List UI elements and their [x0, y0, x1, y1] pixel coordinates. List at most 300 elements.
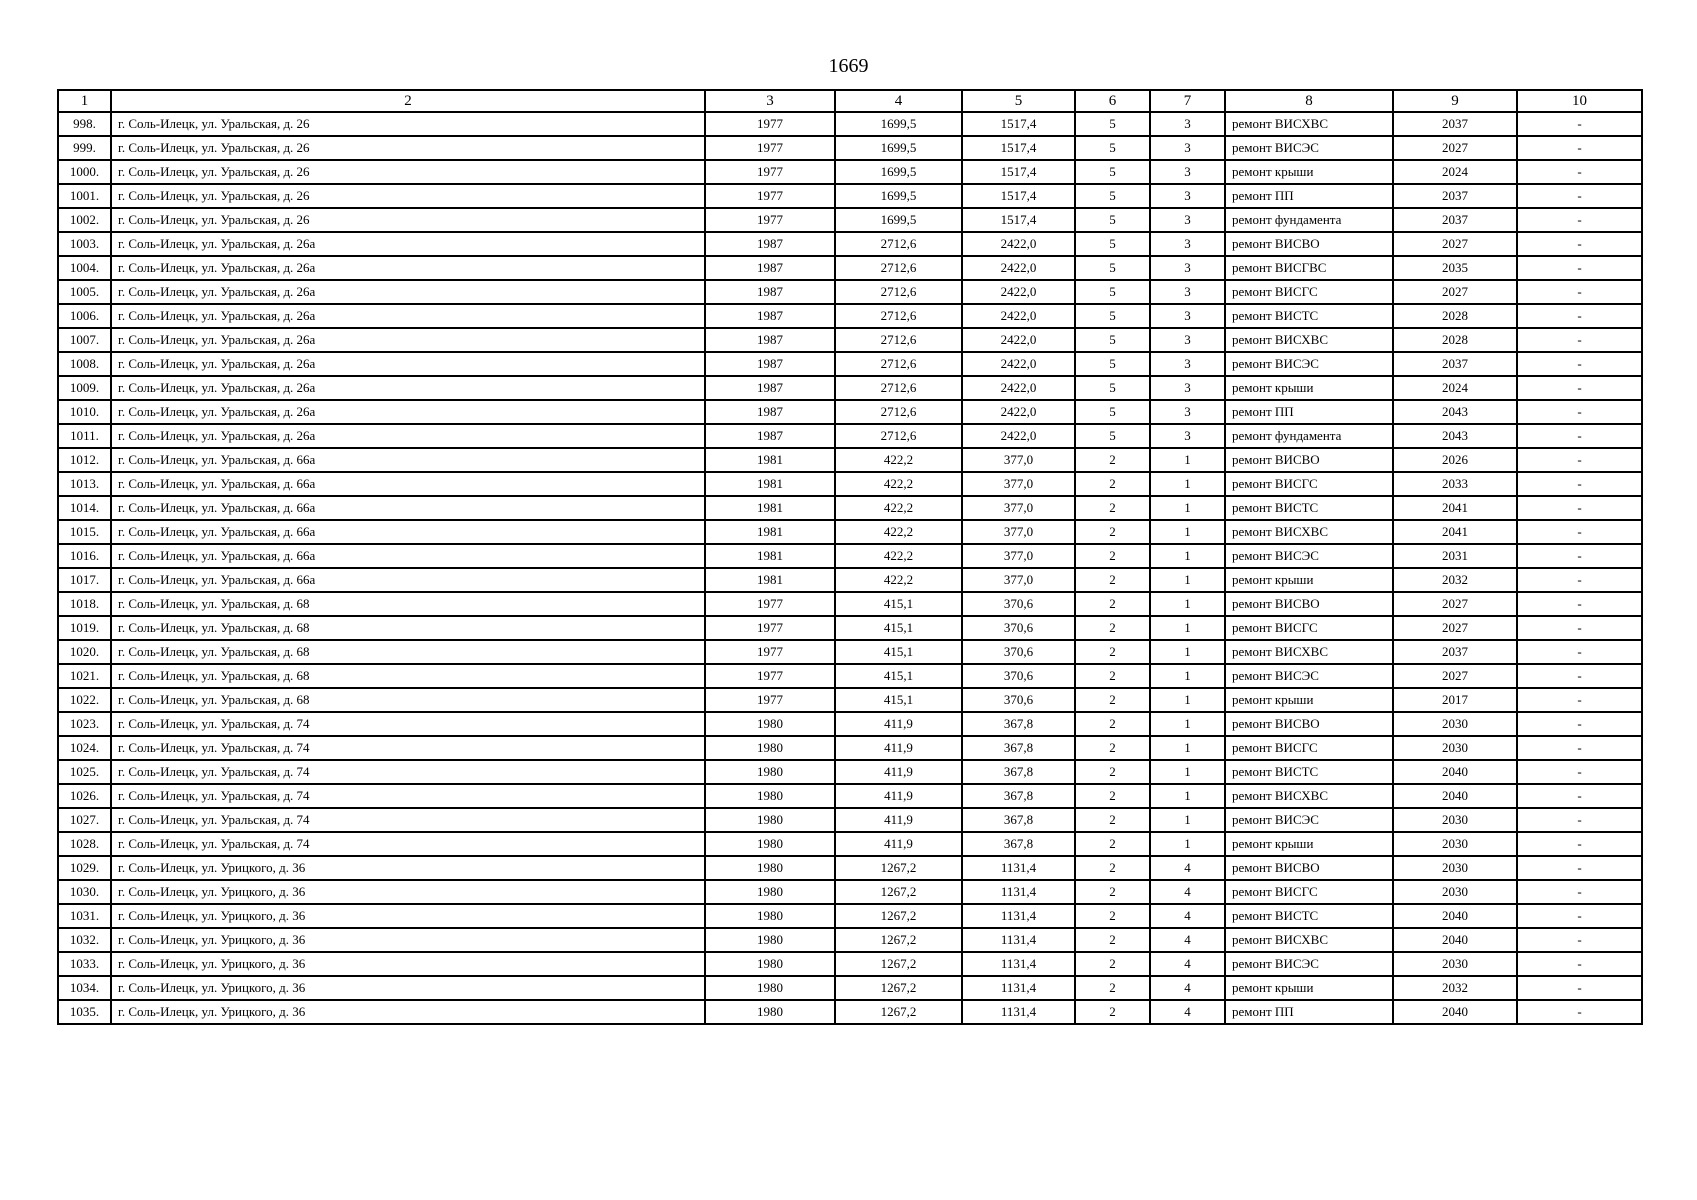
year-built-cell: 1980 [705, 808, 835, 832]
planned-year-cell: 2032 [1393, 976, 1517, 1000]
table-row [58, 136, 1642, 160]
table-row [58, 736, 1642, 760]
living-area-cell: 367,8 [962, 808, 1075, 832]
note-cell: - [1517, 616, 1642, 640]
row-number: 1013. [58, 472, 111, 496]
planned-year-cell: 2027 [1393, 232, 1517, 256]
row-number: 1022. [58, 688, 111, 712]
living-area-cell: 377,0 [962, 520, 1075, 544]
column-header: 4 [835, 90, 962, 112]
note-cell: - [1517, 976, 1642, 1000]
planned-year-cell: 2030 [1393, 808, 1517, 832]
year-built-cell: 1980 [705, 712, 835, 736]
row-number: 1031. [58, 904, 111, 928]
table-body [58, 112, 1642, 1024]
year-built-cell: 1977 [705, 160, 835, 184]
row-number: 1018. [58, 592, 111, 616]
planned-year-cell: 2033 [1393, 472, 1517, 496]
total-area-cell: 2712,6 [835, 328, 962, 352]
planned-year-cell: 2028 [1393, 328, 1517, 352]
table-row [58, 232, 1642, 256]
work-type-cell: ремонт ВИСЭС [1225, 808, 1393, 832]
address-cell: г. Соль-Илецк, ул. Урицкого, д. 36 [111, 1000, 705, 1024]
total-area-cell: 1267,2 [835, 880, 962, 904]
row-number: 1025. [58, 760, 111, 784]
living-area-cell: 1517,4 [962, 208, 1075, 232]
total-area-cell: 411,9 [835, 784, 962, 808]
row-number: 1027. [58, 808, 111, 832]
total-area-cell: 411,9 [835, 832, 962, 856]
work-type-cell: ремонт ВИСХВС [1225, 640, 1393, 664]
work-type-cell: ремонт ВИСХВС [1225, 112, 1393, 136]
work-type-cell: ремонт ВИСТС [1225, 304, 1393, 328]
total-area-cell: 2712,6 [835, 400, 962, 424]
living-area-cell: 367,8 [962, 712, 1075, 736]
table-row [58, 352, 1642, 376]
living-area-cell: 2422,0 [962, 376, 1075, 400]
floors-cell: 2 [1075, 856, 1150, 880]
row-number: 1020. [58, 640, 111, 664]
total-area-cell: 1267,2 [835, 928, 962, 952]
table-row [58, 112, 1642, 136]
planned-year-cell: 2037 [1393, 112, 1517, 136]
table-row [58, 880, 1642, 904]
entrances-cell: 4 [1150, 1000, 1225, 1024]
entrances-cell: 4 [1150, 952, 1225, 976]
living-area-cell: 370,6 [962, 640, 1075, 664]
floors-cell: 2 [1075, 880, 1150, 904]
work-type-cell: ремонт ВИСЭС [1225, 544, 1393, 568]
table-row [58, 952, 1642, 976]
year-built-cell: 1980 [705, 952, 835, 976]
address-cell: г. Соль-Илецк, ул. Уральская, д. 26а [111, 352, 705, 376]
living-area-cell: 377,0 [962, 496, 1075, 520]
year-built-cell: 1980 [705, 976, 835, 1000]
entrances-cell: 3 [1150, 160, 1225, 184]
table-row [58, 424, 1642, 448]
floors-cell: 5 [1075, 424, 1150, 448]
note-cell: - [1517, 136, 1642, 160]
living-area-cell: 1517,4 [962, 160, 1075, 184]
total-area-cell: 2712,6 [835, 304, 962, 328]
row-number: 1011. [58, 424, 111, 448]
row-number: 1021. [58, 664, 111, 688]
row-number: 1015. [58, 520, 111, 544]
work-type-cell: ремонт ВИСГС [1225, 472, 1393, 496]
total-area-cell: 415,1 [835, 688, 962, 712]
year-built-cell: 1980 [705, 880, 835, 904]
row-number: 1000. [58, 160, 111, 184]
planned-year-cell: 2026 [1393, 448, 1517, 472]
work-type-cell: ремонт ВИСЭС [1225, 136, 1393, 160]
address-cell: г. Соль-Илецк, ул. Уральская, д. 74 [111, 712, 705, 736]
entrances-cell: 4 [1150, 880, 1225, 904]
year-built-cell: 1981 [705, 472, 835, 496]
entrances-cell: 3 [1150, 256, 1225, 280]
entrances-cell: 1 [1150, 616, 1225, 640]
year-built-cell: 1980 [705, 856, 835, 880]
table-row [58, 496, 1642, 520]
note-cell: - [1517, 808, 1642, 832]
floors-cell: 5 [1075, 352, 1150, 376]
floors-cell: 5 [1075, 184, 1150, 208]
living-area-cell: 2422,0 [962, 400, 1075, 424]
entrances-cell: 3 [1150, 208, 1225, 232]
floors-cell: 2 [1075, 760, 1150, 784]
floors-cell: 2 [1075, 904, 1150, 928]
table-row [58, 856, 1642, 880]
note-cell: - [1517, 280, 1642, 304]
row-number: 1006. [58, 304, 111, 328]
work-type-cell: ремонт ВИСГС [1225, 280, 1393, 304]
floors-cell: 5 [1075, 376, 1150, 400]
address-cell: г. Соль-Илецк, ул. Уральская, д. 68 [111, 664, 705, 688]
planned-year-cell: 2027 [1393, 280, 1517, 304]
total-area-cell: 422,2 [835, 568, 962, 592]
living-area-cell: 1517,4 [962, 136, 1075, 160]
row-number: 1030. [58, 880, 111, 904]
floors-cell: 2 [1075, 808, 1150, 832]
note-cell: - [1517, 640, 1642, 664]
planned-year-cell: 2041 [1393, 520, 1517, 544]
table-row [58, 688, 1642, 712]
column-header: 10 [1517, 90, 1642, 112]
table-row [58, 640, 1642, 664]
floors-cell: 5 [1075, 400, 1150, 424]
planned-year-cell: 2017 [1393, 688, 1517, 712]
total-area-cell: 2712,6 [835, 424, 962, 448]
entrances-cell: 1 [1150, 544, 1225, 568]
year-built-cell: 1980 [705, 784, 835, 808]
address-cell: г. Соль-Илецк, ул. Уральская, д. 26 [111, 208, 705, 232]
living-area-cell: 2422,0 [962, 352, 1075, 376]
address-cell: г. Соль-Илецк, ул. Уральская, д. 74 [111, 784, 705, 808]
total-area-cell: 422,2 [835, 472, 962, 496]
entrances-cell: 3 [1150, 400, 1225, 424]
work-type-cell: ремонт ПП [1225, 1000, 1393, 1024]
year-built-cell: 1987 [705, 400, 835, 424]
living-area-cell: 1131,4 [962, 928, 1075, 952]
entrances-cell: 4 [1150, 928, 1225, 952]
total-area-cell: 2712,6 [835, 280, 962, 304]
total-area-cell: 411,9 [835, 760, 962, 784]
row-number: 1012. [58, 448, 111, 472]
column-header: 3 [705, 90, 835, 112]
living-area-cell: 1131,4 [962, 976, 1075, 1000]
living-area-cell: 1517,4 [962, 112, 1075, 136]
total-area-cell: 2712,6 [835, 256, 962, 280]
floors-cell: 5 [1075, 304, 1150, 328]
entrances-cell: 4 [1150, 976, 1225, 1000]
table-row [58, 256, 1642, 280]
table-row [58, 976, 1642, 1000]
total-area-cell: 1699,5 [835, 184, 962, 208]
address-cell: г. Соль-Илецк, ул. Урицкого, д. 36 [111, 976, 705, 1000]
living-area-cell: 367,8 [962, 832, 1075, 856]
note-cell: - [1517, 880, 1642, 904]
note-cell: - [1517, 952, 1642, 976]
total-area-cell: 2712,6 [835, 352, 962, 376]
floors-cell: 5 [1075, 280, 1150, 304]
note-cell: - [1517, 520, 1642, 544]
living-area-cell: 1517,4 [962, 184, 1075, 208]
address-cell: г. Соль-Илецк, ул. Уральская, д. 68 [111, 688, 705, 712]
work-type-cell: ремонт ВИСГС [1225, 880, 1393, 904]
note-cell: - [1517, 1000, 1642, 1024]
note-cell: - [1517, 376, 1642, 400]
address-cell: г. Соль-Илецк, ул. Уральская, д. 66а [111, 496, 705, 520]
entrances-cell: 1 [1150, 664, 1225, 688]
address-cell: г. Соль-Илецк, ул. Уральская, д. 26а [111, 256, 705, 280]
living-area-cell: 370,6 [962, 592, 1075, 616]
note-cell: - [1517, 184, 1642, 208]
year-built-cell: 1987 [705, 256, 835, 280]
work-type-cell: ремонт ВИСВО [1225, 448, 1393, 472]
floors-cell: 2 [1075, 496, 1150, 520]
note-cell: - [1517, 784, 1642, 808]
entrances-cell: 1 [1150, 520, 1225, 544]
planned-year-cell: 2030 [1393, 736, 1517, 760]
total-area-cell: 1699,5 [835, 112, 962, 136]
entrances-cell: 3 [1150, 376, 1225, 400]
year-built-cell: 1987 [705, 424, 835, 448]
work-type-cell: ремонт ВИСХВС [1225, 520, 1393, 544]
table-row [58, 472, 1642, 496]
page-number: 1669 [828, 55, 869, 77]
table-row [58, 280, 1642, 304]
year-built-cell: 1977 [705, 616, 835, 640]
planned-year-cell: 2040 [1393, 760, 1517, 784]
note-cell: - [1517, 736, 1642, 760]
entrances-cell: 1 [1150, 568, 1225, 592]
address-cell: г. Соль-Илецк, ул. Урицкого, д. 36 [111, 952, 705, 976]
note-cell: - [1517, 832, 1642, 856]
work-type-cell: ремонт ВИСХВС [1225, 928, 1393, 952]
row-number: 1028. [58, 832, 111, 856]
floors-cell: 2 [1075, 664, 1150, 688]
row-number: 1003. [58, 232, 111, 256]
living-area-cell: 2422,0 [962, 328, 1075, 352]
floors-cell: 2 [1075, 976, 1150, 1000]
note-cell: - [1517, 904, 1642, 928]
row-number: 1001. [58, 184, 111, 208]
row-number: 1016. [58, 544, 111, 568]
year-built-cell: 1980 [705, 832, 835, 856]
work-type-cell: ремонт ВИСЭС [1225, 952, 1393, 976]
floors-cell: 2 [1075, 616, 1150, 640]
floors-cell: 5 [1075, 208, 1150, 232]
year-built-cell: 1981 [705, 568, 835, 592]
entrances-cell: 3 [1150, 328, 1225, 352]
row-number: 998. [58, 112, 111, 136]
planned-year-cell: 2027 [1393, 616, 1517, 640]
work-type-cell: ремонт крыши [1225, 832, 1393, 856]
entrances-cell: 3 [1150, 112, 1225, 136]
row-number: 1014. [58, 496, 111, 520]
entrances-cell: 3 [1150, 424, 1225, 448]
note-cell: - [1517, 232, 1642, 256]
address-cell: г. Соль-Илецк, ул. Уральская, д. 66а [111, 544, 705, 568]
table-row [58, 208, 1642, 232]
total-area-cell: 422,2 [835, 544, 962, 568]
year-built-cell: 1977 [705, 184, 835, 208]
year-built-cell: 1977 [705, 592, 835, 616]
address-cell: г. Соль-Илецк, ул. Уральская, д. 66а [111, 472, 705, 496]
floors-cell: 2 [1075, 736, 1150, 760]
living-area-cell: 2422,0 [962, 304, 1075, 328]
total-area-cell: 2712,6 [835, 232, 962, 256]
column-header: 8 [1225, 90, 1393, 112]
table-row [58, 592, 1642, 616]
column-header: 5 [962, 90, 1075, 112]
column-header: 7 [1150, 90, 1225, 112]
work-type-cell: ремонт ПП [1225, 400, 1393, 424]
year-built-cell: 1977 [705, 112, 835, 136]
planned-year-cell: 2027 [1393, 592, 1517, 616]
entrances-cell: 3 [1150, 232, 1225, 256]
entrances-cell: 1 [1150, 448, 1225, 472]
table-row [58, 448, 1642, 472]
year-built-cell: 1980 [705, 904, 835, 928]
planned-year-cell: 2037 [1393, 208, 1517, 232]
planned-year-cell: 2043 [1393, 424, 1517, 448]
living-area-cell: 2422,0 [962, 256, 1075, 280]
entrances-cell: 1 [1150, 712, 1225, 736]
year-built-cell: 1980 [705, 736, 835, 760]
note-cell: - [1517, 592, 1642, 616]
work-type-cell: ремонт ВИСГС [1225, 736, 1393, 760]
row-number: 1005. [58, 280, 111, 304]
table-row [58, 568, 1642, 592]
work-type-cell: ремонт фундамента [1225, 208, 1393, 232]
note-cell: - [1517, 544, 1642, 568]
living-area-cell: 2422,0 [962, 280, 1075, 304]
planned-year-cell: 2028 [1393, 304, 1517, 328]
total-area-cell: 422,2 [835, 520, 962, 544]
floors-cell: 2 [1075, 1000, 1150, 1024]
living-area-cell: 377,0 [962, 544, 1075, 568]
living-area-cell: 1131,4 [962, 1000, 1075, 1024]
column-header: 1 [58, 90, 111, 112]
row-number: 1004. [58, 256, 111, 280]
total-area-cell: 422,2 [835, 448, 962, 472]
floors-cell: 2 [1075, 472, 1150, 496]
table-row [58, 712, 1642, 736]
year-built-cell: 1987 [705, 280, 835, 304]
floors-cell: 5 [1075, 136, 1150, 160]
floors-cell: 2 [1075, 544, 1150, 568]
row-number: 1009. [58, 376, 111, 400]
address-cell: г. Соль-Илецк, ул. Уральская, д. 26 [111, 160, 705, 184]
entrances-cell: 1 [1150, 688, 1225, 712]
note-cell: - [1517, 304, 1642, 328]
row-number: 1007. [58, 328, 111, 352]
table-row [58, 544, 1642, 568]
floors-cell: 5 [1075, 232, 1150, 256]
row-number: 1002. [58, 208, 111, 232]
note-cell: - [1517, 160, 1642, 184]
year-built-cell: 1977 [705, 664, 835, 688]
row-number: 1026. [58, 784, 111, 808]
table-row [58, 760, 1642, 784]
planned-year-cell: 2040 [1393, 1000, 1517, 1024]
table-row [58, 832, 1642, 856]
work-type-cell: ремонт крыши [1225, 376, 1393, 400]
work-type-cell: ремонт ВИСВО [1225, 712, 1393, 736]
note-cell: - [1517, 496, 1642, 520]
planned-year-cell: 2030 [1393, 712, 1517, 736]
planned-year-cell: 2041 [1393, 496, 1517, 520]
table-row [58, 784, 1642, 808]
living-area-cell: 370,6 [962, 664, 1075, 688]
row-number: 1023. [58, 712, 111, 736]
table-row [58, 328, 1642, 352]
floors-cell: 2 [1075, 520, 1150, 544]
address-cell: г. Соль-Илецк, ул. Уральская, д. 74 [111, 808, 705, 832]
table-row [58, 616, 1642, 640]
table-row [58, 928, 1642, 952]
address-cell: г. Соль-Илецк, ул. Уральская, д. 68 [111, 640, 705, 664]
address-cell: г. Соль-Илецк, ул. Уральская, д. 26а [111, 304, 705, 328]
entrances-cell: 3 [1150, 280, 1225, 304]
table-row [58, 400, 1642, 424]
address-cell: г. Соль-Илецк, ул. Урицкого, д. 36 [111, 880, 705, 904]
floors-cell: 2 [1075, 688, 1150, 712]
planned-year-cell: 2040 [1393, 928, 1517, 952]
planned-year-cell: 2032 [1393, 568, 1517, 592]
column-header: 6 [1075, 90, 1150, 112]
address-cell: г. Соль-Илецк, ул. Уральская, д. 68 [111, 616, 705, 640]
row-number: 1010. [58, 400, 111, 424]
year-built-cell: 1977 [705, 688, 835, 712]
work-type-cell: ремонт ВИСГС [1225, 616, 1393, 640]
table-row [58, 184, 1642, 208]
living-area-cell: 377,0 [962, 568, 1075, 592]
address-cell: г. Соль-Илецк, ул. Уральская, д. 66а [111, 448, 705, 472]
note-cell: - [1517, 352, 1642, 376]
living-area-cell: 1131,4 [962, 904, 1075, 928]
year-built-cell: 1980 [705, 1000, 835, 1024]
total-area-cell: 415,1 [835, 640, 962, 664]
entrances-cell: 1 [1150, 784, 1225, 808]
row-number: 1032. [58, 928, 111, 952]
note-cell: - [1517, 256, 1642, 280]
work-type-cell: ремонт ВИСХВС [1225, 328, 1393, 352]
entrances-cell: 1 [1150, 736, 1225, 760]
work-type-cell: ремонт ВИСТС [1225, 496, 1393, 520]
table-row [58, 376, 1642, 400]
work-type-cell: ремонт ВИСТС [1225, 760, 1393, 784]
planned-year-cell: 2037 [1393, 352, 1517, 376]
entrances-cell: 3 [1150, 352, 1225, 376]
living-area-cell: 370,6 [962, 616, 1075, 640]
living-area-cell: 2422,0 [962, 232, 1075, 256]
work-type-cell: ремонт фундамента [1225, 424, 1393, 448]
total-area-cell: 1267,2 [835, 856, 962, 880]
row-number: 1029. [58, 856, 111, 880]
work-type-cell: ремонт ВИСВО [1225, 232, 1393, 256]
address-cell: г. Соль-Илецк, ул. Уральская, д. 26 [111, 136, 705, 160]
note-cell: - [1517, 928, 1642, 952]
entrances-cell: 3 [1150, 304, 1225, 328]
living-area-cell: 1131,4 [962, 880, 1075, 904]
total-area-cell: 1267,2 [835, 976, 962, 1000]
address-cell: г. Соль-Илецк, ул. Урицкого, д. 36 [111, 904, 705, 928]
work-type-cell: ремонт ВИСВО [1225, 592, 1393, 616]
row-number: 1034. [58, 976, 111, 1000]
address-cell: г. Соль-Илецк, ул. Уральская, д. 74 [111, 736, 705, 760]
floors-cell: 2 [1075, 568, 1150, 592]
